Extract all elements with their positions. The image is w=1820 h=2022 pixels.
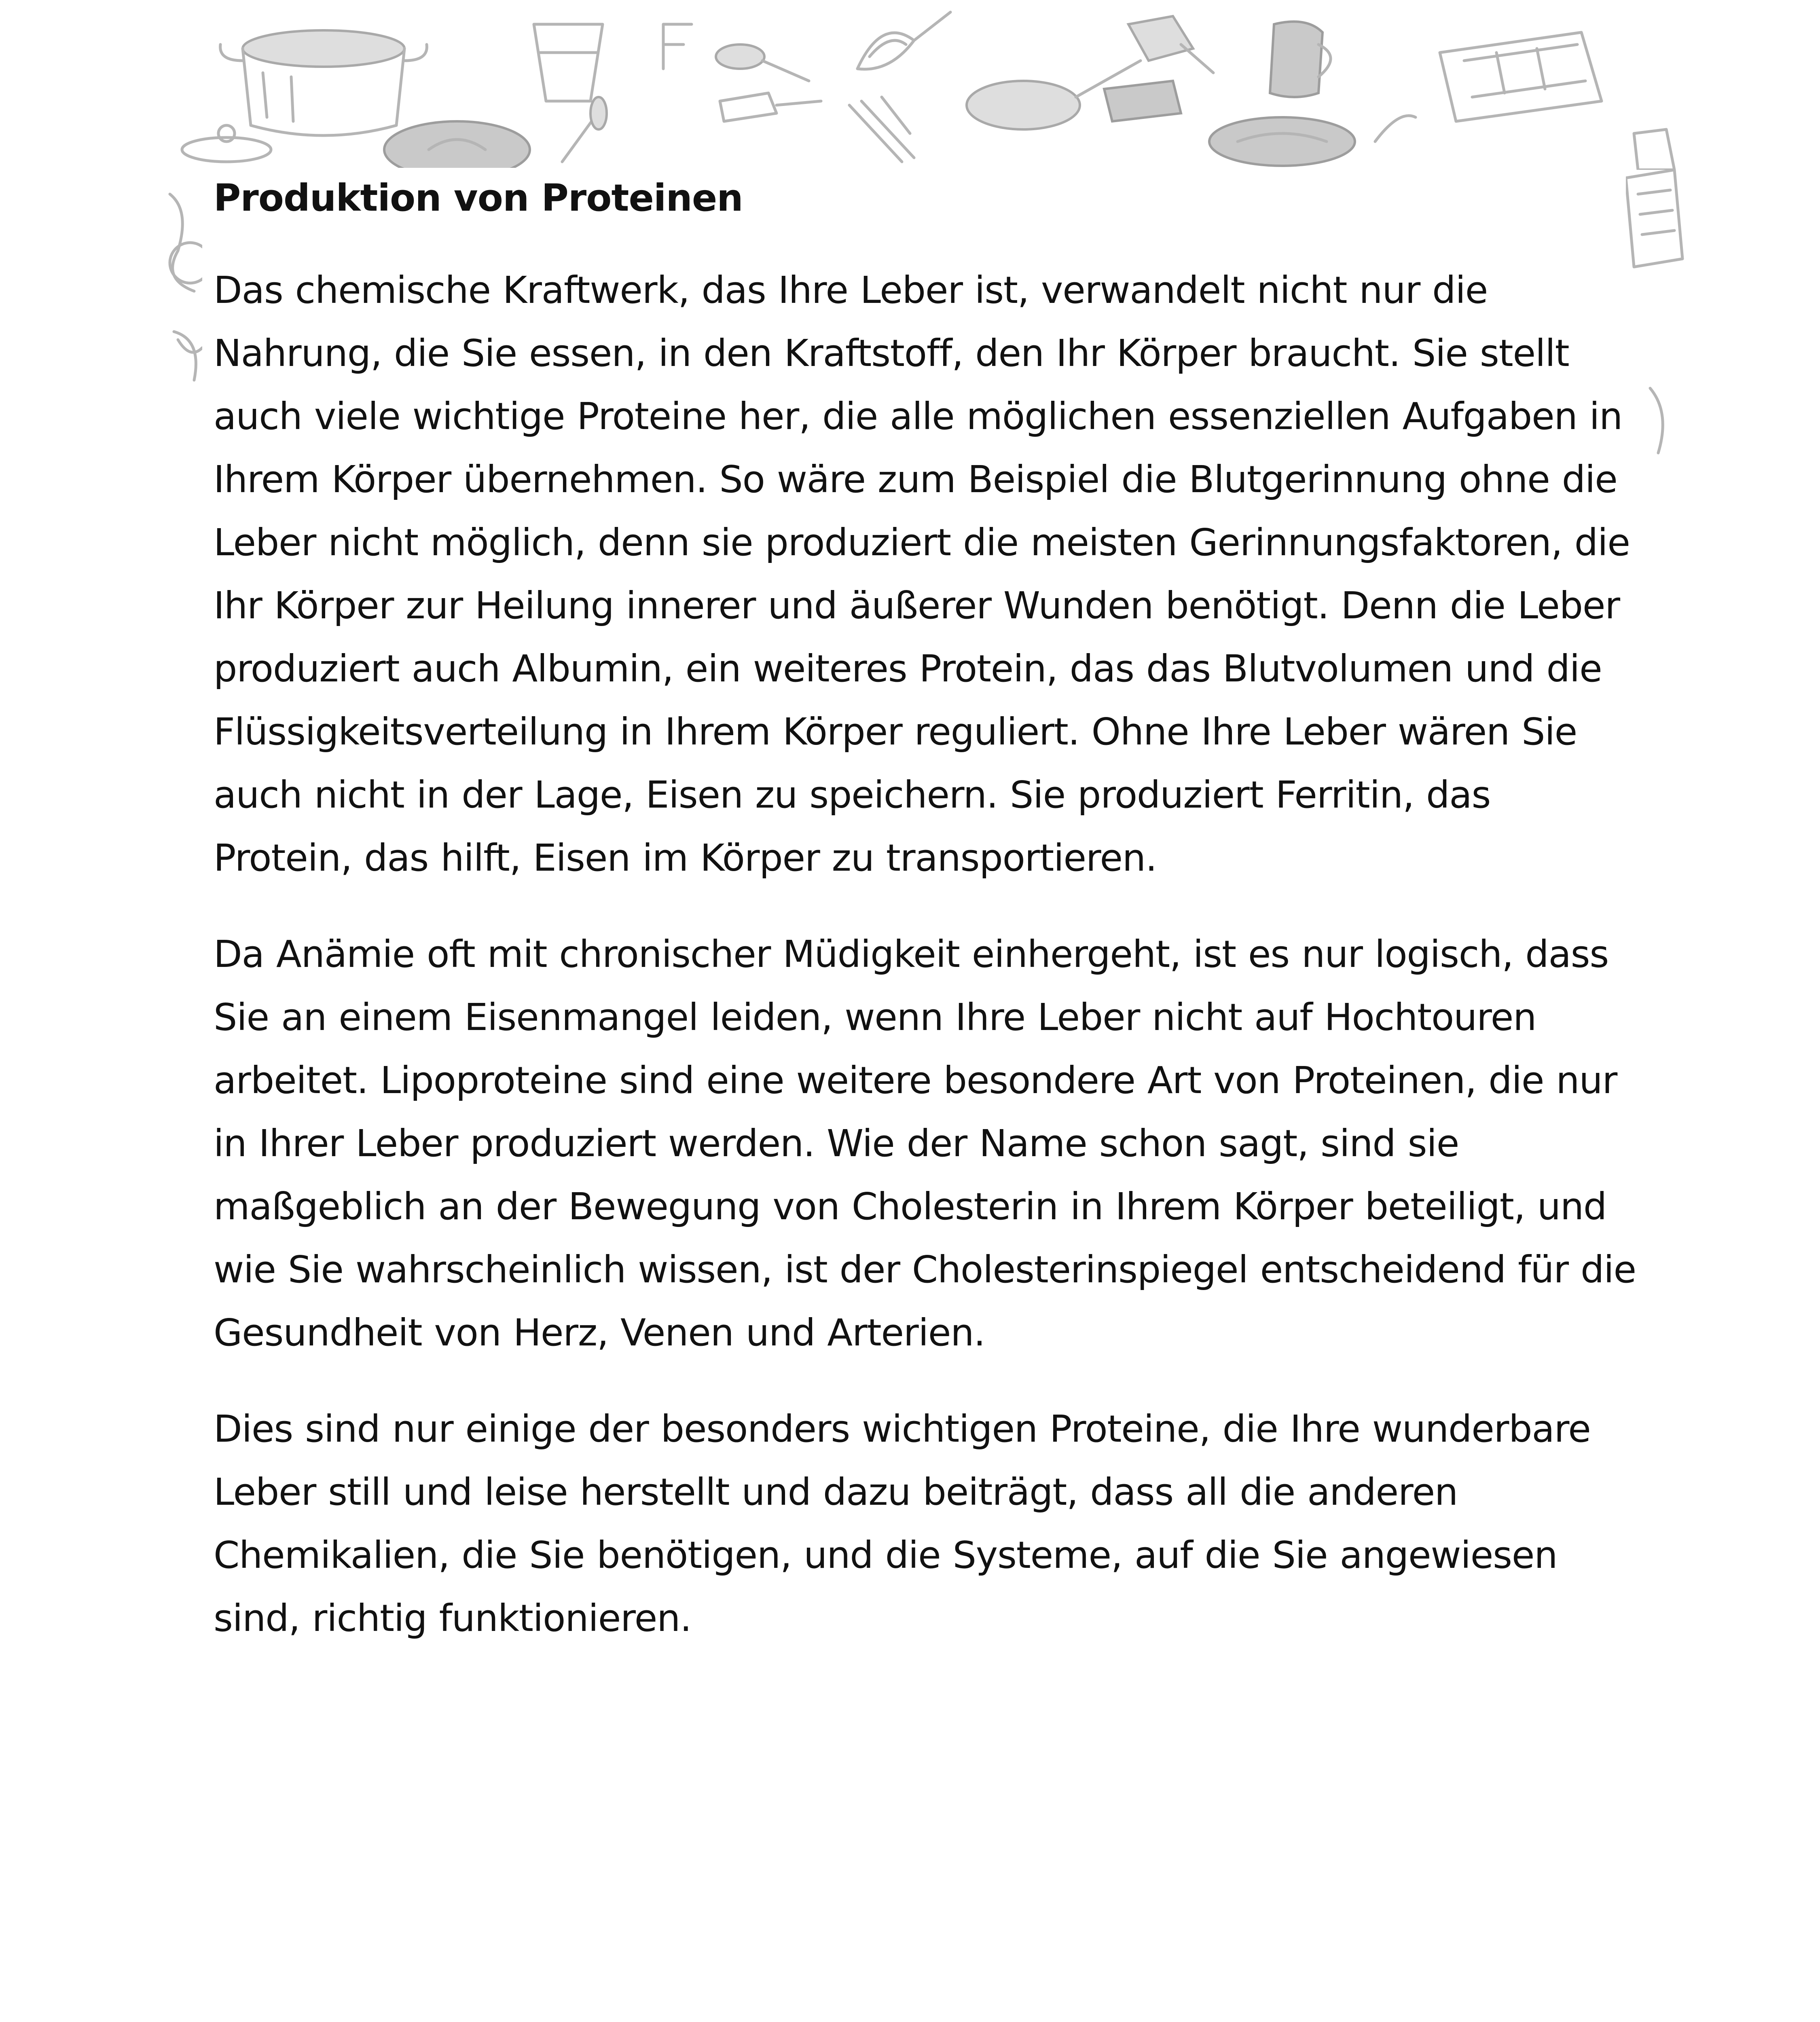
lid-icon — [182, 125, 271, 162]
knife-icon — [720, 93, 821, 121]
paragraph: Dies sind nur einige der besonders wichtigen Proteine, die Ihre wunderbare Leber still und leise herstellt und dazu beiträgt, dass all die anderen Chemikalien, die Sie benötigen, und die Systeme, auf die Sie angewiesen sind, richtig funktionieren. — [214, 1407, 1591, 1640]
top-utensil-border — [0, 0, 1820, 170]
knife-icon — [1128, 16, 1213, 73]
spatula-icon — [562, 97, 607, 162]
jug-icon — [1270, 21, 1331, 97]
cake-tin-icon — [1440, 32, 1602, 121]
paragraph: Da Anämie oft mit chronischer Müdigkeit einhergeht, ist es nur logisch, dass Sie an einem Eisenmangel leiden, wenn Ihre Leber nicht auf Hochtouren arbeitet. Lipoproteine sind eine weitere besondere Art von Proteinen, die nur in Ihrer Leber produziert werden. Wie der Name schon sagt, sind sie maßgeblich an der Bewegung von Cholesterin in Ihrem Körper beteiligt, und wie Sie wahrscheinlich wissen, ist der Cholesterinspiegel entscheidend für die Gesundheit von Herz, Venen und Arterien. — [214, 933, 1636, 1354]
right-utensil-border — [1618, 170, 1820, 2022]
utensil-set-icon — [849, 97, 914, 162]
grater-icon — [1634, 129, 1674, 170]
frying-pan-icon — [384, 121, 530, 170]
chili-icon — [1375, 116, 1416, 142]
cutting-board-icon — [1104, 81, 1181, 121]
cooking-pot-icon — [220, 30, 427, 135]
document-content — [214, 170, 1637, 1683]
page-title: Produktion von Proteinen — [214, 176, 743, 220]
ladle-icon — [1650, 388, 1663, 453]
glass-icon — [534, 24, 603, 101]
paragraph: Das chemische Kraftwerk, das Ihre Leber ist, verwandelt nicht nur die Nahrung, die Sie essen, in den Kraftstoff, den Ihr Körper braucht. Sie stellt auch viele wichtige Proteine her, die alle möglichen essenziellen Aufgaben in Ihrem Körper übernehmen. So wäre zum Beispiel die Blutgerinnung ohne die Leber nicht möglich, denn sie produziert die meisten Gerinnungsfaktoren, die Ihr Körper zur Heilung innerer und äußerer Wunden benötigt. Denn die Leber produziert auch Albumin, ein weiteres Protein, das das Blutvolumen und die Flüssigkeitsverteilung in Ihrem Körper reguliert. Ohne Ihre Leber wären Sie auch nicht in der Lage, Eisen zu speichern. Sie produziert Ferritin, das Protein, das hilft, Eisen im Körper zu transportieren. — [214, 269, 1630, 880]
spoon-icon — [663, 24, 809, 81]
whisk-icon — [857, 12, 950, 69]
left-utensil-border — [0, 170, 210, 2022]
frying-pan-icon — [1209, 117, 1355, 166]
